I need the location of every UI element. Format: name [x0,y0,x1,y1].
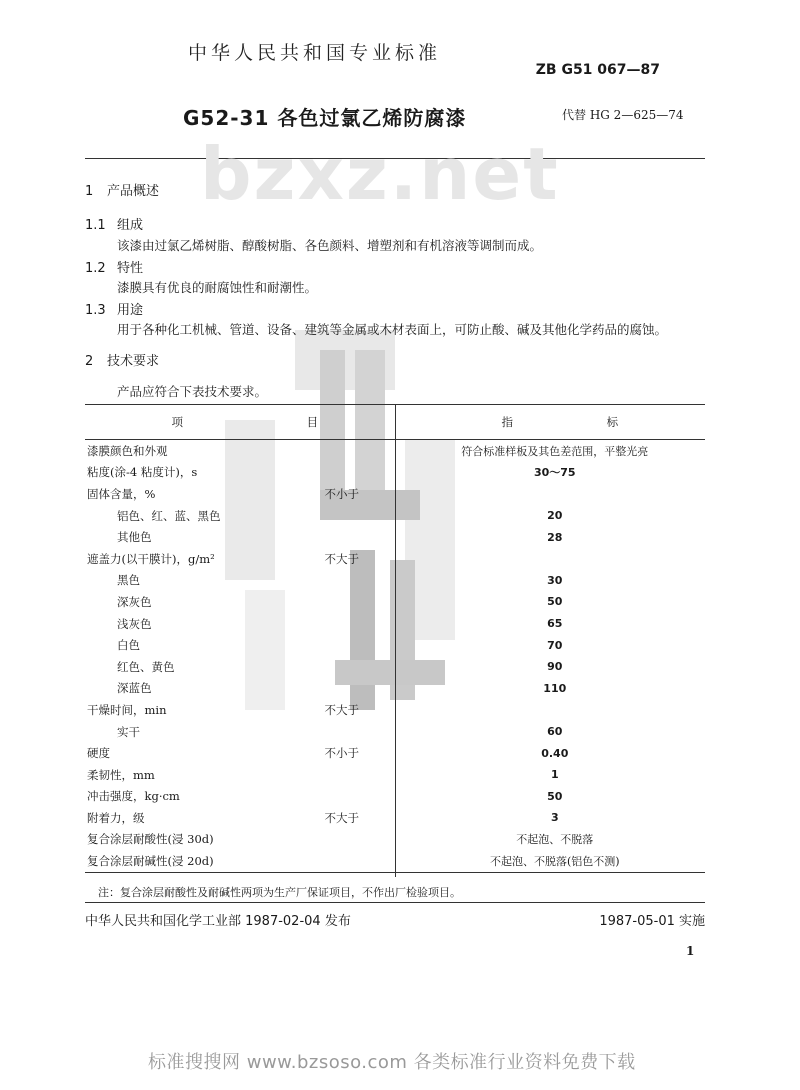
table-row: 遮盖力(以干膜计)，g/m² 不大于 [87,551,359,566]
table-row: 白色 70 [117,638,563,653]
site-footer-watermark: 标准搜搜网 www.bzsoso.com 各类标准行业资料免费下载 [148,1052,636,1073]
watermark: bzxz.net [200,132,560,216]
standard-category: 中华人民共和国专业标准 [188,42,442,64]
note-divider [85,902,705,903]
table-row: 硬度 不小于 0.40 [87,746,569,761]
table-row: 复合涂层耐酸性(浸 30d) 不起泡、不脱落 [87,832,594,847]
table-row: 黑色 30 [117,573,563,588]
item-column-header: 项 目 [85,405,405,440]
issue-line: 中华人民共和国化学工业部 1987-02-04 发布 [85,914,351,929]
section-1-3-text: 用于各种化工机械、管道、设备、建筑等金属或木材表面上，可防止酸、碱及其他化学药品的腐蚀。 [117,322,668,337]
table-note: 注：复合涂层耐酸性及耐碱性两项为生产厂保证项目，不作出厂检验项目。 [98,886,461,899]
table-row: 红色、黄色 90 [117,659,563,674]
section-1-2-text: 漆膜具有优良的耐腐蚀性和耐潮性。 [117,280,318,295]
table-row: 浅灰色 65 [117,616,563,631]
table-row: 其他色 28 [117,530,563,545]
section-1-3-heading: 1.3 用途 [85,303,144,318]
table-row: 柔韧性，mm 1 [87,767,559,782]
table-row: 冲击强度，kg·cm 50 [87,789,563,804]
section-1-1-text: 该漆由过氯乙烯树脂、醇酸树脂、各色颜料、增塑剂和有机溶液等调制而成。 [117,238,543,253]
section-1-heading: 1 产品概述 [85,184,160,199]
effective-date: 1987-05-01 实施 [599,914,705,929]
table-row: 固体含量，% 不小于 [87,486,359,501]
table-row: 实干 60 [117,724,563,739]
index-column-header: 指 标 [405,405,705,440]
page-number: 1 [686,944,695,958]
table-row: 干燥时间，min 不大于 [87,702,359,717]
replaces-note: 代替 HG 2—625—74 [562,108,684,122]
table-row: 漆膜颜色和外观 符合标准样板及其色差范围，平整光亮 [87,443,649,458]
section-1-1-heading: 1.1 组成 [85,218,144,233]
section-1-2-heading: 1.2 特性 [85,261,144,276]
table-column-divider [395,404,396,877]
standard-code: ZB G51 067—87 [535,62,660,78]
table-row: 深灰色 50 [117,594,563,609]
section-2-heading: 2 技术要求 [85,354,160,369]
document-title: G52-31 各色过氯乙烯防腐漆 [183,106,467,130]
table-row: 附着力，级 不大于 3 [87,810,559,825]
section-2-text: 产品应符合下表技术要求。 [117,384,268,399]
table-row: 铝色、红、蓝、黑色 20 [117,508,563,523]
table-row: 复合涂层耐碱性(浸 20d) 不起泡、不脱落(铝色不测) [85,850,705,872]
table-row: 深蓝色 110 [117,681,567,696]
table-row: 粘度(涂-4 粘度计)，s 30～75 [87,465,576,480]
